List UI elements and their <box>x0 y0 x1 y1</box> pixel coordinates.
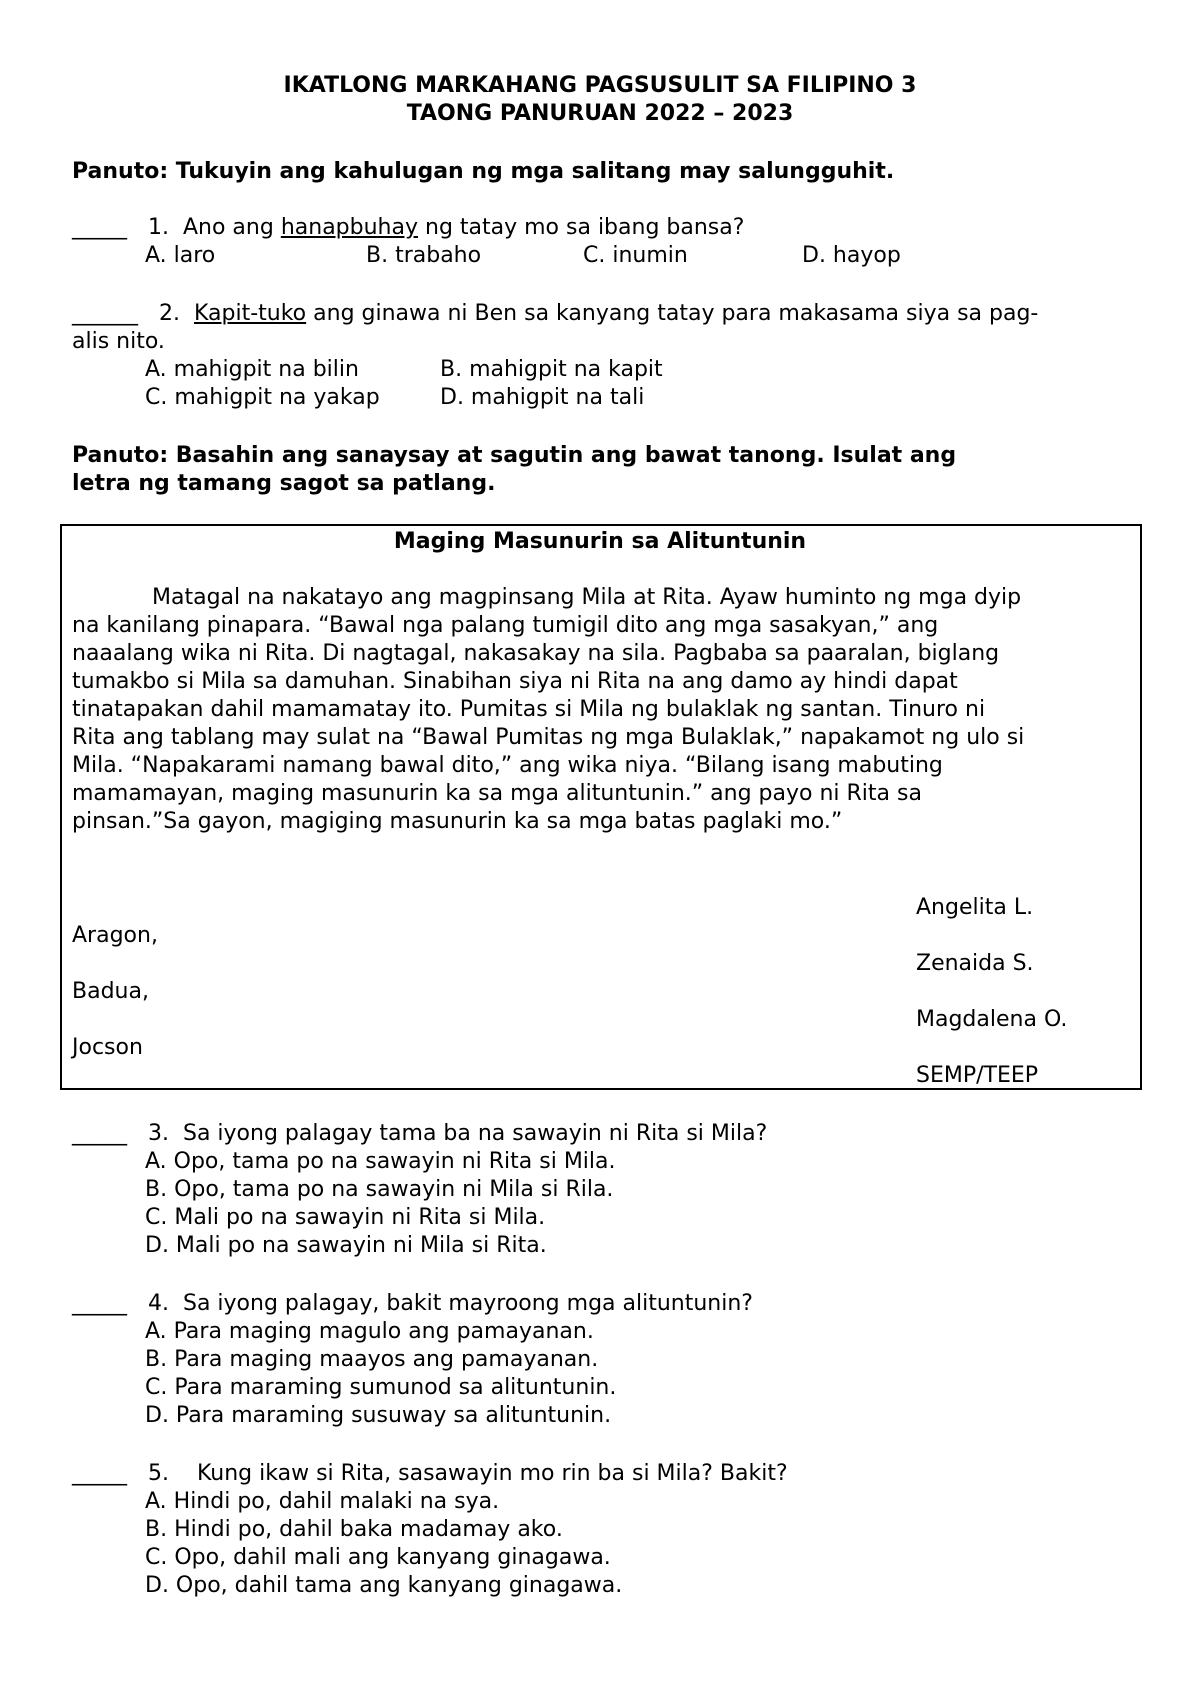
author-lastname: Badua, <box>72 979 149 1004</box>
author-firstname: Angelita L. <box>916 895 1034 920</box>
author-firstname: Zenaida S. <box>916 951 1034 976</box>
question-2 <box>72 300 1038 328</box>
choice-b: B. Hindi po, dahil baka madamay ako. <box>145 1517 563 1542</box>
choice-d: D. Opo, dahil tama ang kanyang ginagawa. <box>145 1573 623 1598</box>
instruction-2-line-1: Panuto: Basahin ang sanaysay at sagutin ang bawat tanong. Isulat ang <box>72 443 957 468</box>
source-label: SEMP/TEEP <box>916 1063 1039 1088</box>
question-text: Sa iyong palagay, bakit mayroong mga alituntunin? <box>182 1291 753 1316</box>
answer-blank[interactable]: _____ <box>72 1121 127 1146</box>
choice-c: C. Opo, dahil mali ang kanyang ginagawa. <box>145 1545 611 1570</box>
question-4 <box>72 1290 753 1318</box>
story-line: Rita ang tablang may sulat na “Bawal Pumitas ng mga Bulaklak,” napakamot ng ulo si <box>72 725 1025 750</box>
choice-d: D. hayop <box>802 243 901 268</box>
question-text: Sa iyong palagay tama ba na sawayin ni Rita si Mila? <box>182 1121 768 1146</box>
exam-title: IKATLONG MARKAHANG PAGSUSULIT SA FILIPINO 3 <box>283 73 917 98</box>
story-line: tumakbo si Mila sa damuhan. Sinabihan siya ni Rita na ang damo ay hindi dapat <box>72 669 958 694</box>
story-line: mamamayan, maging masunurin ka sa mga alituntunin.” ang payo ni Rita sa <box>72 781 922 806</box>
story-line: pinsan.”Sa gayon, magiging masunurin ka sa mga batas paglaki mo.” <box>72 809 843 834</box>
question-5 <box>72 1460 788 1488</box>
question-1 <box>72 214 744 242</box>
question-number: 1. <box>147 215 169 240</box>
choice-b: B. mahigpit na kapit <box>440 357 663 382</box>
story-line: Mila. “Napakarami namang bawal dito,” ang wika niya. “Bilang isang mabuting <box>72 753 943 778</box>
choice-c: C. Mali po na sawayin ni Rita si Mila. <box>145 1205 546 1230</box>
story-title: Maging Masunurin sa Alituntunin <box>393 529 807 554</box>
underlined-word: Kapit-tuko <box>193 301 307 326</box>
choice-d: D. Para maraming susuway sa alituntunin. <box>145 1403 612 1428</box>
answer-blank[interactable]: _____ <box>72 215 127 240</box>
question-text-post: ng tatay mo sa ibang bansa? <box>425 215 745 240</box>
choice-b: B. Para maging maayos ang pamayanan. <box>145 1347 599 1372</box>
question-text-post: ang ginawa ni Ben sa kanyang tatay para makasama siya sa pag- <box>313 301 1039 326</box>
story-line: Matagal na nakatayo ang magpinsang Mila at Rita. Ayaw huminto ng mga dyip <box>152 585 1022 610</box>
story-line: na kanilang pinapara. “Bawal nga palang tumigil dito ang mga sasakyan,” ang <box>72 613 939 638</box>
choice-a: A. Hindi po, dahil malaki na sya. <box>145 1489 500 1514</box>
question-text-pre: Ano ang <box>182 215 274 240</box>
choice-a: A. mahigpit na bilin <box>145 357 359 382</box>
question-number: 2. <box>158 301 180 326</box>
question-number: 3. <box>147 1121 169 1146</box>
choice-d: D. mahigpit na tali <box>440 385 645 410</box>
choice-d: D. Mali po na sawayin ni Mila si Rita. <box>145 1233 547 1258</box>
question-number: 5. <box>147 1461 169 1486</box>
author-firstname: Magdalena O. <box>916 1007 1068 1032</box>
choice-a: A. Opo, tama po na sawayin ni Rita si Mila. <box>145 1149 616 1174</box>
instruction-2-line-2: letra ng tamang sagot sa patlang. <box>72 471 496 496</box>
question-3 <box>72 1120 767 1148</box>
choice-c: C. mahigpit na yakap <box>145 385 380 410</box>
choice-a: A. Para maging magulo ang pamayanan. <box>145 1319 594 1344</box>
choice-c: C. inumin <box>583 243 688 268</box>
author-lastname: Jocson <box>72 1035 143 1060</box>
instruction-1: Panuto: Tukuyin ang kahulugan ng mga salitang may salungguhit. <box>72 159 895 184</box>
underlined-word: hanapbuhay <box>280 215 418 240</box>
author-lastname: Aragon, <box>72 923 158 948</box>
answer-blank[interactable]: _____ <box>72 1461 127 1486</box>
story-line: naaalang wika ni Rita. Di nagtagal, nakasakay na sila. Pagbaba sa paaralan, biglang <box>72 641 1000 666</box>
choice-c: C. Para maraming sumunod sa alituntunin. <box>145 1375 617 1400</box>
story-line: tinatapakan dahil mamamatay ito. Pumitas si Mila ng bulaklak ng santan. Tinuro ni <box>72 697 986 722</box>
question-number: 4. <box>147 1291 169 1316</box>
question-2-continuation: alis nito. <box>72 329 165 354</box>
answer-blank[interactable]: ______ <box>72 301 138 326</box>
choice-b: B. Opo, tama po na sawayin ni Mila si Rila. <box>145 1177 614 1202</box>
question-text: Kung ikaw si Rita, sasawayin mo rin ba si Mila? Bakit? <box>196 1461 788 1486</box>
answer-blank[interactable]: _____ <box>72 1291 127 1316</box>
school-year: TAONG PANURUAN 2022 – 2023 <box>406 101 794 126</box>
choice-b: B. trabaho <box>366 243 482 268</box>
choice-a: A. laro <box>145 243 216 268</box>
